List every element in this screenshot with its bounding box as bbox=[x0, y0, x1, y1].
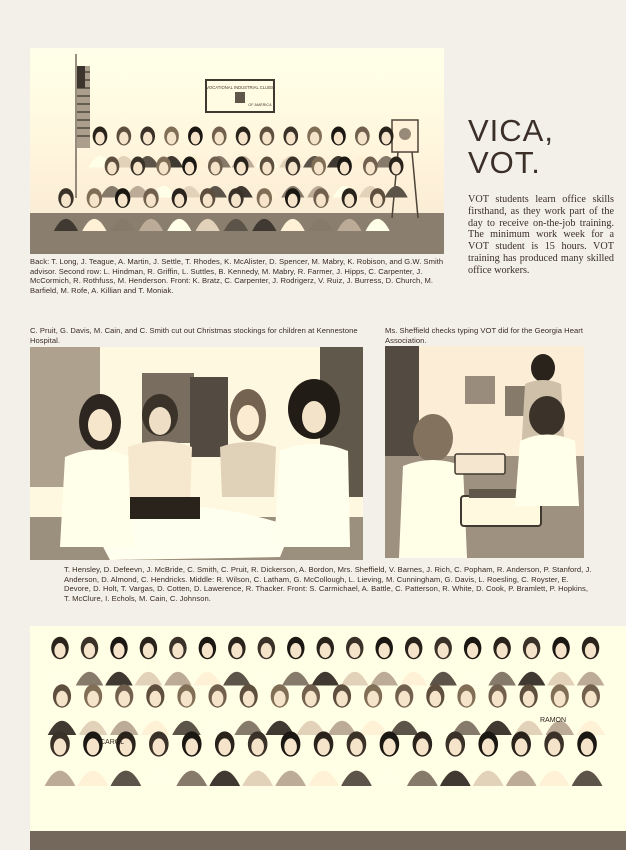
vot-group-photo bbox=[30, 626, 626, 850]
banner-subtitle: OF AMERICA bbox=[248, 103, 272, 107]
typing-caption: Ms. Sheffield checks typing VOT did for the Georgia Heart Association. bbox=[385, 326, 583, 345]
shirt-text-ramon: RAMON bbox=[540, 717, 567, 724]
vot-intro-text: VOT students learn office skills firsthand, as they work part of the day to receive on-the-job training. The minimum work week for a VOT student is 15 hours. VOT training has produced many skilled office workers. bbox=[468, 194, 614, 276]
banner-title: VOCATIONAL INDUSTRIAL CLUBS bbox=[206, 85, 274, 90]
vica-caption: Back: T. Long, J. Teague, A. Martin, J. Settle, T. Rhodes, K. McAlister, D. Spencer, M. Mabry, K. Robison, and G.W. Smith advisor. Second row: L. Hindman, R. Griffin, L. Suttles, B. Kennedy, M. Mabry, R. Farmer, J. Hipps, C. Carpenter, J. McCormich, R. Rothfuss, M. Henderson. Front: K. Bratz, C. Carpenter, J. Rodrigerz, V. Ruiz, J. Burress, D. Church, M. Barfield, M. Rofe, A. Killian and T. Moniak. bbox=[30, 257, 444, 295]
vica-group-photo bbox=[30, 48, 444, 254]
vica-banner-icon bbox=[206, 80, 274, 112]
page-title-line2: VOT. bbox=[468, 145, 541, 180]
page-title-line1: VICA, bbox=[468, 113, 554, 148]
vot-group-caption: T. Hensley, D. Defeevn, J. McBride, C. Smith, C. Pruit, R. Dickerson, A. Bordon, Mrs. Sheffield, V. Barnes, J. Rich, C. Popham, R. Anderson, P. Stanford, J. Anderson, D. Almond, C. Hendricks. Middle: R. Wilson, C. Latham, G. McCollough, L. Lieving, M. Cunningham, G. Davis, L. Roesling, C. Royster, E. Devore, D. Holt, T. Vargas, D. Cotten, D. Lawerence, R. Thacker. Front: S. Carmichael, A. Battle, C. Patterson, R. White, D. Cook, P. Bramlett, P. Hopkins, T. McClure, I. Echols, M. Cain, C. Johnson. bbox=[64, 565, 592, 603]
stockings-caption: C. Pruit, G. Davis, M. Cain, and C. Smith cut out Christmas stockings for children at Kennestone Hospital. bbox=[30, 326, 358, 345]
stockings-photo bbox=[30, 347, 363, 560]
typing-photo bbox=[385, 346, 584, 558]
shirt-text-carol: CAROL bbox=[100, 739, 125, 746]
